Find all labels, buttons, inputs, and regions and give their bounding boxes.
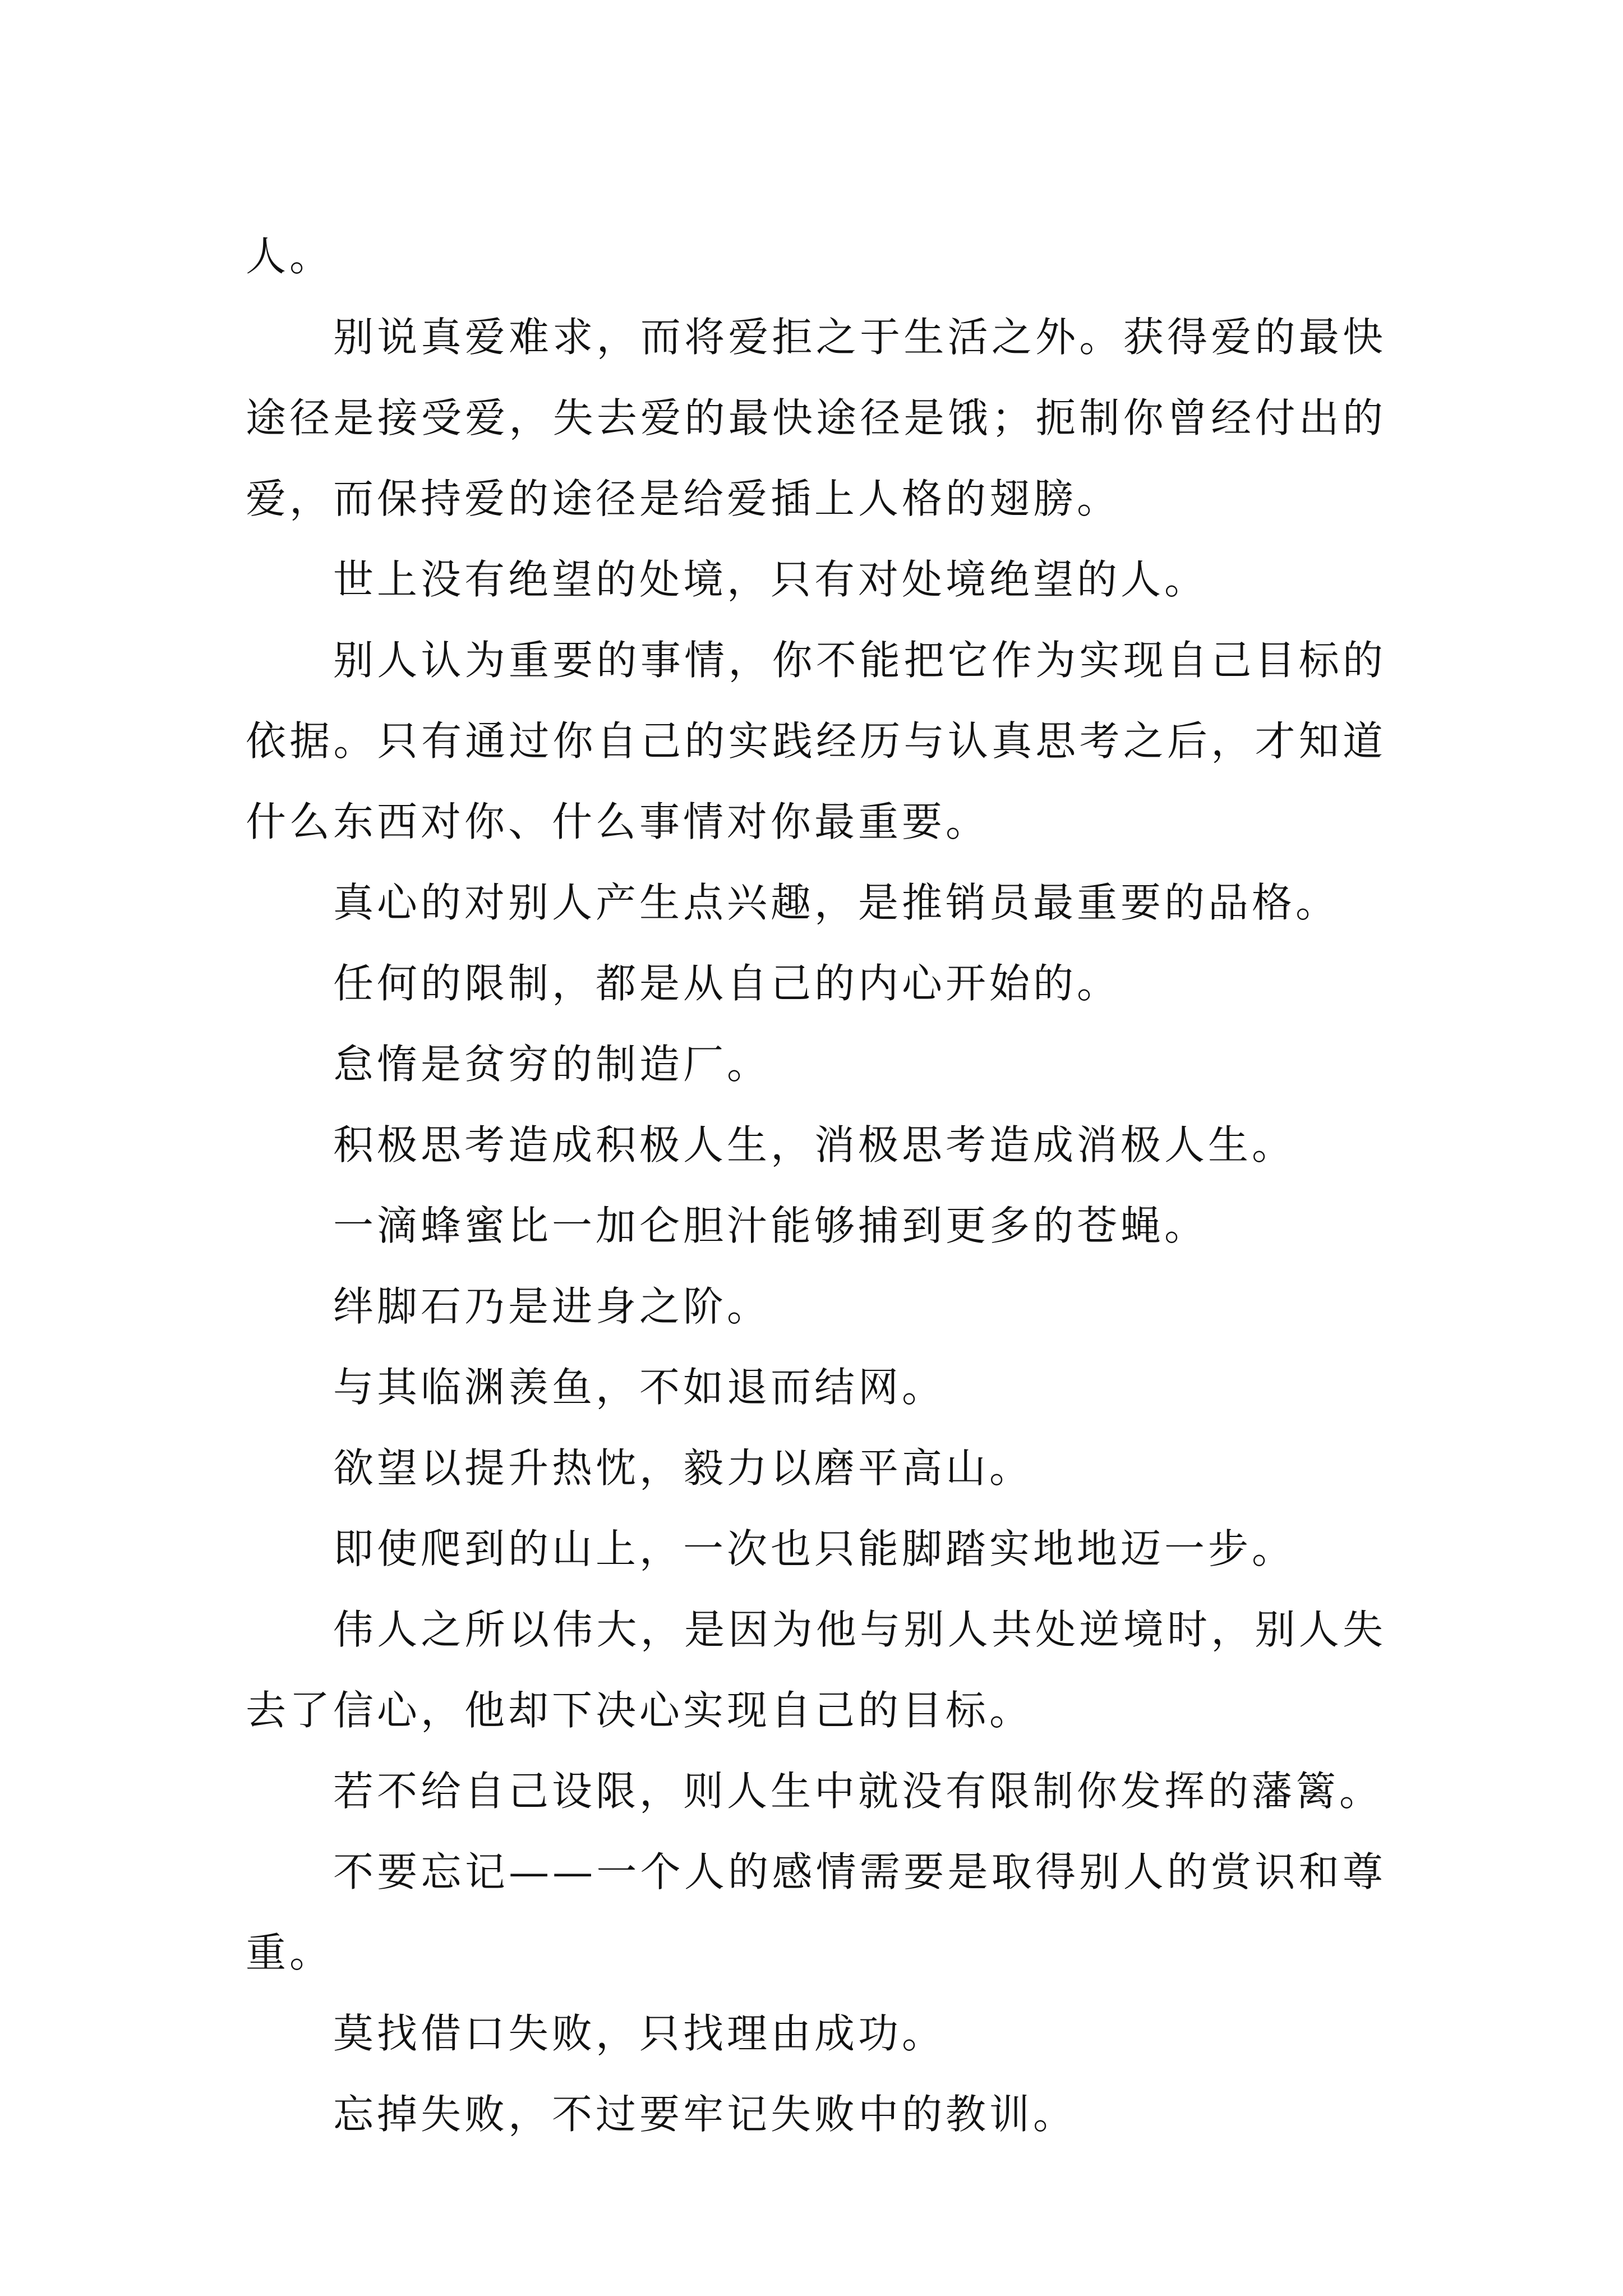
- paragraph: 世上没有绝望的处境，只有对处境绝望的人。: [333, 556, 1209, 603]
- paragraph: 别人认为重要的事情，你不能把它作为实现自己目标的依据。只有通过你自己的实践经历与认真思考之后，才知道什么东西对你、什么事情对你最重要。: [246, 637, 1386, 845]
- paragraph: 一滴蜂蜜比一加仑胆汁能够捕到更多的苍蝇。: [333, 1202, 1209, 1249]
- paragraph: 别说真爱难求，而将爱拒之于生活之外。获得爱的最快途径是接受爱，失去爱的最快途径是饿；扼制你曾经付出的爱，而保持爱的途径是给爱插上人格的翅膀。: [246, 314, 1386, 522]
- document-body: [246, 216, 1386, 2155]
- paragraph: 忘掉失败，不过要牢记失败中的教训。: [333, 2091, 1077, 2138]
- paragraph: 任何的限制，都是从自己的内心开始的。: [333, 960, 1121, 1007]
- paragraph: 欲望以提升热忱，毅力以磨平高山。: [333, 1444, 1034, 1492]
- paragraph: 莫找借口失败，只找理由成功。: [333, 2010, 946, 2057]
- paragraph: 真心的对别人产生点兴趣，是推销员最重要的品格。: [333, 879, 1340, 926]
- paragraph-continuation: 人。: [246, 233, 334, 280]
- paragraph: 不要忘记——一个人的感情需要是取得别人的赏识和尊重。: [246, 1848, 1386, 1976]
- paragraph: 积极思考造成积极人生，消极思考造成消极人生。: [333, 1121, 1296, 1168]
- paragraph: 伟人之所以伟大，是因为他与别人共处逆境时，别人失去了信心，他却下决心实现自己的目标。: [246, 1606, 1386, 1734]
- paragraph: 怠惰是贫穷的制造厂。: [333, 1041, 771, 1088]
- paragraph: 与其临渊羡鱼，不如退而结网。: [333, 1364, 946, 1411]
- paragraph: 绊脚石乃是进身之阶。: [333, 1283, 771, 1330]
- paragraph: 即使爬到的山上，一次也只能脚踏实地地迈一步。: [333, 1525, 1296, 1572]
- paragraph: 若不给自己设限，则人生中就没有限制你发挥的藩篱。: [333, 1768, 1384, 1815]
